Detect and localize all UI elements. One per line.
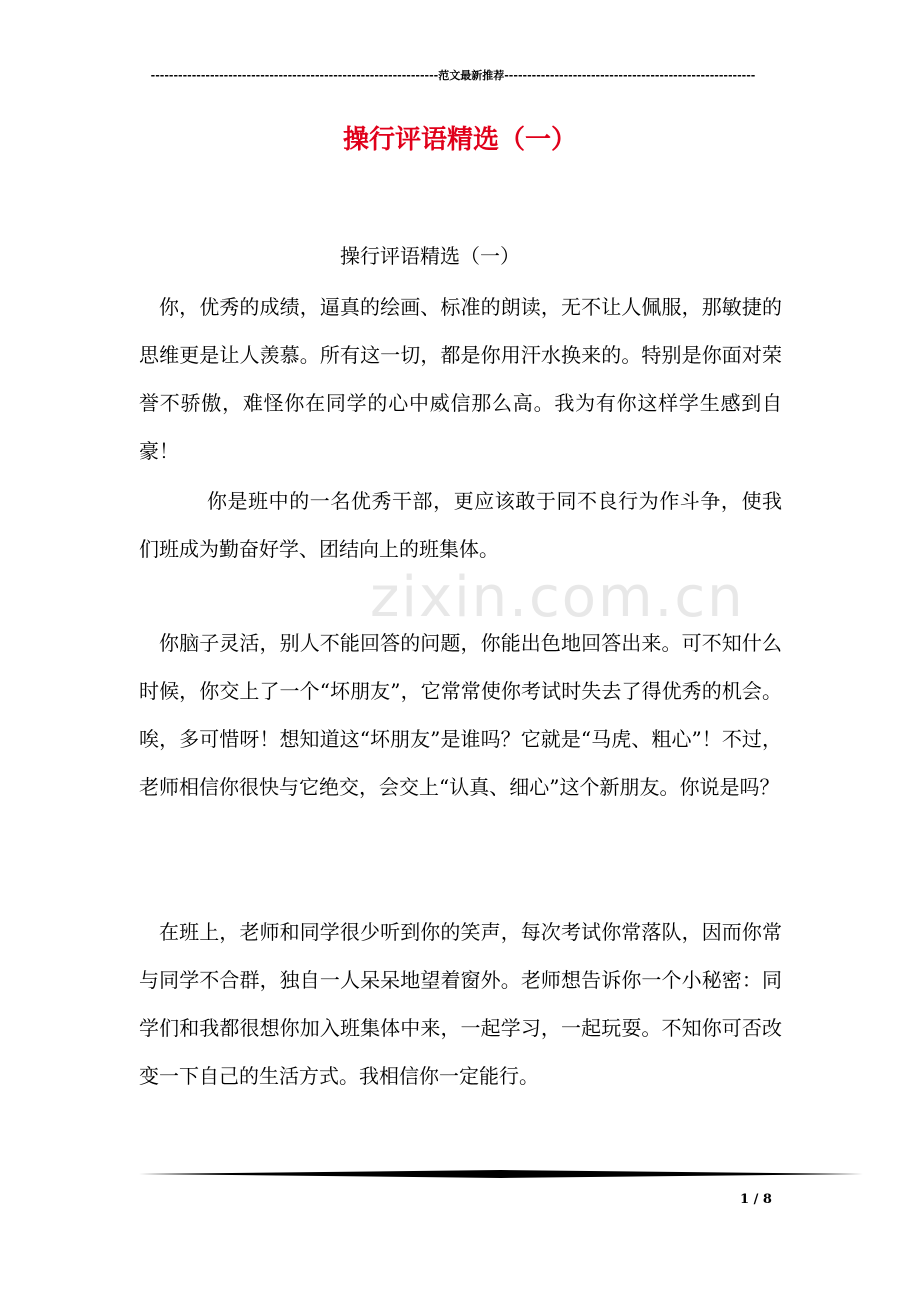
document-title: 操行评语精选（一） [342, 125, 577, 155]
paragraph-3: 你脑子灵活，别人不能回答的问题，你能出色地回答出来。可不知什么时候，你交上了一个“坏朋友”，它常常使你考试时失去了得优秀的机会。唉，多可惜呀！想知道这“坏朋友”是谁吗？它就是“马虎、粗心”！不过，老师相信你很快与它绝交，会交上“认真、细心”这个新朋友。你说是吗？ [139, 631, 782, 799]
paragraph-4: 在班上，老师和同学很少听到你的笑声，每次考试你常落队，因而你常与同学不合群，独自一人呆呆地望着窗外。老师想告诉你一个小秘密：同学们和我都很想你加入班集体中来，一起学习，一起玩耍。不知你可否改变一下自己的生活方式。我相信你一定能行。 [139, 920, 782, 1088]
paragraph-1: 你，优秀的成绩，逼真的绘画、标准的朗读，无不让人佩服，那敏捷的思维更是让人羡慕。所有这一切，都是你用汗水换来的。特别是你面对荣誉不骄傲，难怪你在同学的心中威信那么高。我为有你这样学生感到自豪！ [139, 295, 782, 463]
header-rule: ---------------------------------------------------------------范文最新推荐------------------------------------------------------- [150, 69, 756, 82]
page-number: 1 / 8 [740, 1192, 772, 1207]
paragraph-2: 你是班中的一名优秀干部，更应该敢于同不良行为作斗争，使我们班成为勤奋好学、团结向上的班集体。 [139, 489, 782, 561]
footer-divider [139, 1170, 863, 1178]
document-subtitle: 操行评语精选（一） [340, 244, 520, 268]
watermark: zixin.com.cn [370, 565, 745, 630]
